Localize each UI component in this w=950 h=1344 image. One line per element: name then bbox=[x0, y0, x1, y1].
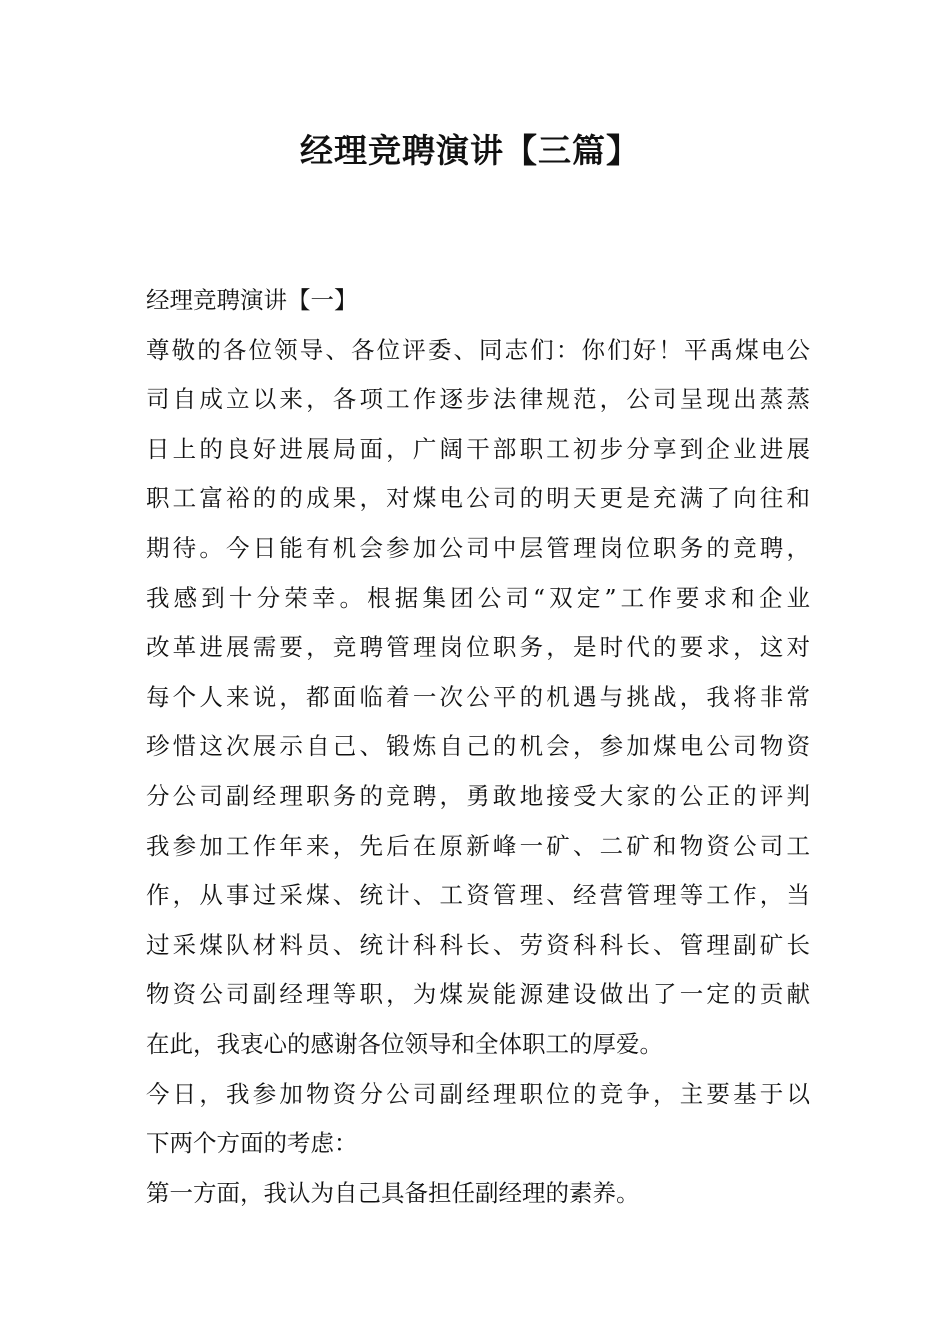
body-line: 我参加工作年来，先后在原新峰一矿、二矿和物资公司工 bbox=[146, 831, 810, 860]
body-line: 过采煤队材料员、统计科科长、劳资科科长、管理副矿长 bbox=[146, 930, 810, 959]
body-line: 司自成立以来，各项工作逐步法律规范，公司呈现出蒸蒸 bbox=[146, 385, 810, 414]
body-line: 每个人来说，都面临着一次公平的机遇与挑战，我将非常 bbox=[146, 682, 810, 711]
body-line: 改革进展需要，竞聘管理岗位职务，是时代的要求，这对 bbox=[146, 633, 810, 662]
body-line: 日上的良好进展局面，广阔干部职工初步分享到企业进展 bbox=[146, 434, 810, 463]
body-line: 尊敬的各位领导、各位评委、同志们：你们好！平禹煤电公 bbox=[146, 335, 810, 364]
body-line: 第一方面，我认为自己具备担任副经理的素养。 bbox=[146, 1178, 640, 1207]
body-line: 今日，我参加物资分公司副经理职位的竞争，主要基于以 bbox=[146, 1079, 810, 1108]
body-line: 我感到十分荣幸。根据集团公司“双定”工作要求和企业 bbox=[146, 583, 810, 612]
body-line: 期待。今日能有机会参加公司中层管理岗位职务的竞聘， bbox=[146, 533, 810, 562]
body-line: 物资公司副经理等职，为煤炭能源建设做出了一定的贡献 bbox=[146, 980, 810, 1009]
section-heading: 经理竞聘演讲【一】 bbox=[146, 286, 358, 314]
body-line: 职工富裕的的成果，对煤电公司的明天更是充满了向往和 bbox=[146, 484, 810, 513]
body-line: 珍惜这次展示自己、锻炼自己的机会，参加煤电公司物资 bbox=[146, 732, 810, 761]
body-line: 作，从事过采煤、统计、工资管理、经营管理等工作，当 bbox=[146, 881, 810, 910]
body-line: 分公司副经理职务的竞聘，勇敢地接受大家的公正的评判 bbox=[146, 781, 810, 810]
body-line: 下两个方面的考虑： bbox=[146, 1129, 358, 1158]
document-body bbox=[146, 276, 810, 1218]
body-line: 在此，我衷心的感谢各位领导和全体职工的厚爱。 bbox=[146, 1029, 663, 1058]
document-title: 经理竞聘演讲【三篇】 bbox=[300, 131, 640, 170]
